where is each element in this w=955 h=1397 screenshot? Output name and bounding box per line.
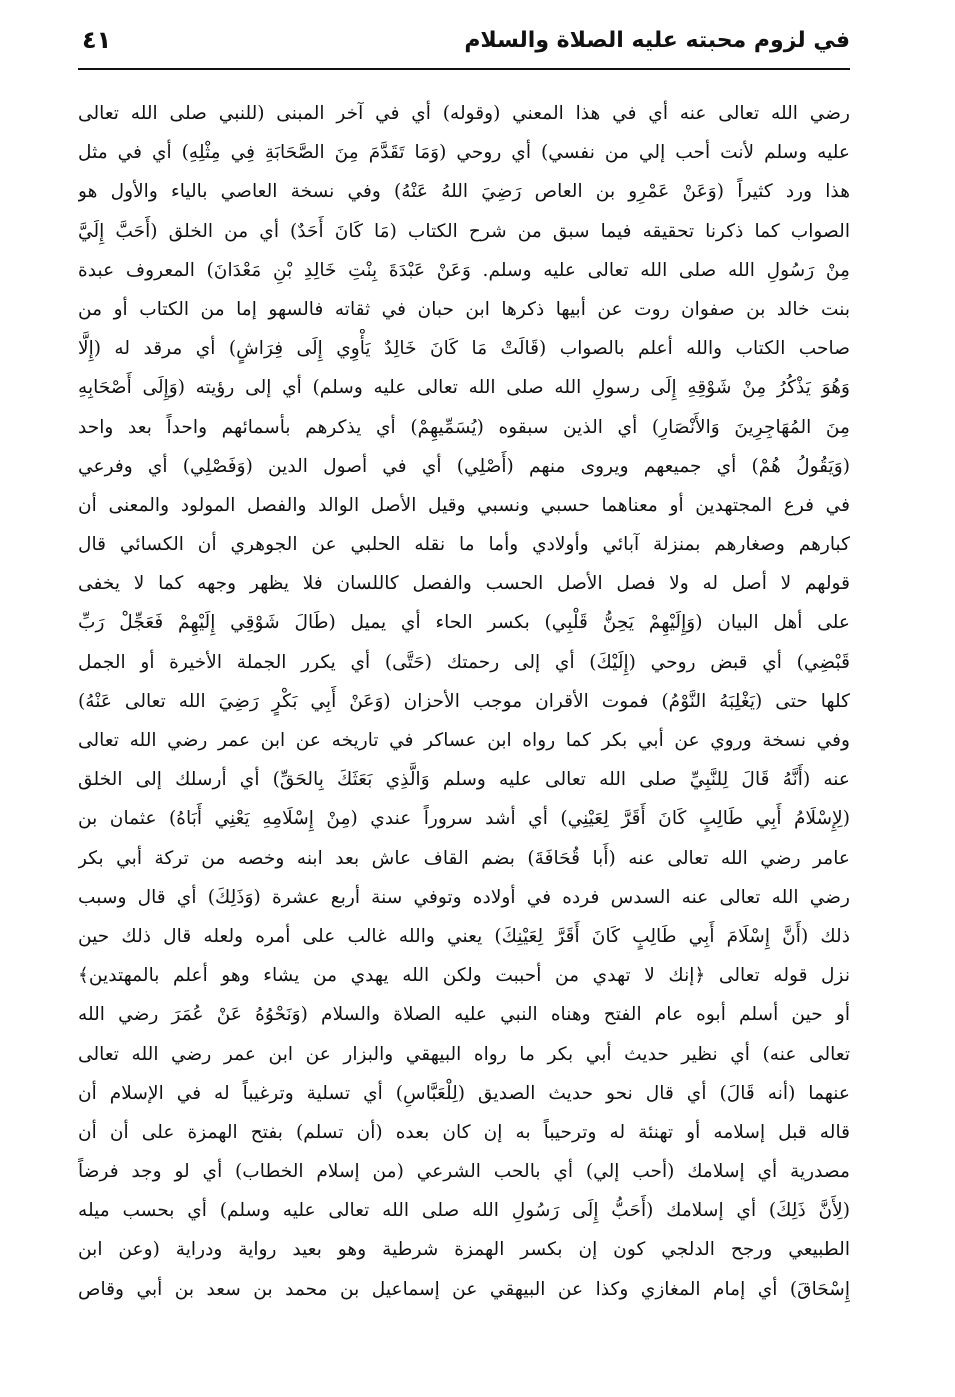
text-line: عليه وسلم لأنت أحب إلي من نفسي) أي روحي (وَمَا تَقَدَّمَ مِنَ الصَّحَابَةِ فِي مِثْلِهِ) أي في مثل: [78, 142, 850, 164]
text-line: مِنْ رَسُولِ الله صلى الله تعالى عليه وسلم. وَعَنْ عَبْدَةَ بِنْتِ خَالِدِ بْنِ مَعْدَانَ) المعروف عبدة: [78, 259, 850, 281]
text-line: تعالى عنه) أي نظير حديث أبي بكر ما رواه البيهقي والبزار عن ابن عمر رضي الله تعالى: [78, 1043, 850, 1065]
running-title: في لزوم محبته عليه الصلاة والسلام: [464, 28, 850, 53]
text-line: إِسْحَاقَ) أي إمام المغازي وكذا عن البيهقي عن إسماعيل بن محمد بن سعد بن أبي وقاص: [78, 1278, 850, 1300]
text-line: صاحب الكتاب والله أعلم بالصواب (قَالَتْ مَا كَانَ خَالِدٌ يَأْوِي إِلَى فِرَاشٍ) أي مرقد له (إِلَّا: [78, 338, 850, 360]
text-line: ذلك (أَنَّ إِسْلَامَ أَبِي طَالِبٍ كَانَ أَقَرَّ لِعَيْنِكَ) يعني والله غالب على أمره ولعله قال ذلك حين: [78, 925, 850, 947]
text-line: عنهما (أنه قَالَ) أي قال نحو حديث الصديق (لِلْعَبَّاسِ) أي تسلية وترغيباً له في الإسلام أن: [78, 1082, 850, 1104]
text-line: نزل قوله تعالى ﴿إنك لا تهدي من أحببت ولكن الله يهدي من يشاء وهو أعلم بالمهتدين﴾: [78, 965, 850, 987]
text-line: عنه (أَنَّهُ قَالَ لِلنَّبِيِّ صلى الله تعالى عليه وسلم وَالَّذِي بَعَثَكَ بِالحَقِّ) أي أرسلك إلى الخلق: [78, 769, 850, 791]
text-line: على أهل البيان (وَإِلَيْهِمْ يَحِنُّ قَلْبِي) بكسر الحاء أي يميل (طَالَ شَوْقِي إِلَيْهِمْ فَعَجِّلْ رَبِّ: [78, 612, 850, 634]
text-line: عامر رضي الله تعالى عنه (أَبا قُحَافَةَ) بضم القاف عاش بعد ابنه وخصه من تركة أبي بكر: [78, 847, 850, 869]
text-line: رضي الله تعالى عنه أي في هذا المعني (وقوله) أي في آخر المبنى (للنبي صلى الله تعالى: [78, 103, 850, 124]
text-line: قاله قبل إسلامه أو تهنئة له وترحيباً به إن كان بعده (أن تسلم) بفتح الهمزة على أن أن: [78, 1121, 850, 1143]
text-line: الصواب كما ذكرنا تحقيقه فيما سبق من شرح الكتاب (مَا كَانَ أَحَدٌ) أي من الخلق (أَحَبَّ إِلَيَّ: [78, 220, 850, 242]
text-line: كلها حتى (يَغْلِبَهُ النَّوْمُ) فموت الأقران موجب الأحزان (وَعَنْ أَبِي بَكْرٍ رَضِيَ الله تعالى عَنْهُ): [78, 690, 850, 712]
text-line: مصدرية أي إسلامك (أحب إلي) أي بالحب الشرعي (من إسلام الخطاب) أي لو وجد فرضاً: [78, 1161, 850, 1183]
text-line: قَبْضِي) أي قبض روحي (إِلَيْكَ) أي إلى رحمتك (حَتَّى) أي يكرر الجملة الأخيرة أو الجمل: [78, 651, 850, 673]
text-line: (لِأَنَّ ذَلِكَ) أي إسلامك (أَحَبُّ إِلَى رَسُولِ الله صلى الله تعالى عليه وسلم) أي بحسب ميله: [78, 1200, 850, 1222]
page-number: ٤١: [82, 26, 112, 54]
text-line: وَهُوَ يَذْكُرُ مِنْ شَوْقِهِ إِلَى رسولِ الله صلى الله تعالى عليه وسلم) أي إلى رؤيته (وَإِلَى أَصْحَابِهِ: [78, 377, 850, 399]
text-line: بنت خالد بن صفوان روت عن أبيها ذكرها ابن حبان في ثقاته فالسهو إما من الكتاب أو من: [78, 298, 850, 320]
text-line: (لِإِسْلَامُ أَبِي طَالِبٍ كَانَ أَقَرَّ لِعَيْنِي) أي أشد سروراً عندي (مِنْ إِسْلَامِهِ يَعْنِي أَبَاهُ) عثمان بن: [78, 808, 850, 830]
text-line: هذا ورد كثيراً (وَعَنْ عَمْرِو بن العاص رَضِيَ اللهُ عَنْهُ) وفي نسخة العاصي بالياء والأول هو: [78, 181, 850, 203]
text-line: في فرع المجتهدين أو معناهما حسبي ونسبي وقيل الأصل الوالد والفصل المولود والمعنى أن: [78, 494, 850, 516]
text-line: أو حين أسلم أبوه عام الفتح وهناه النبي عليه الصلاة والسلام (وَنَحْوُهُ عَنْ عُمَرَ رضي الله: [78, 1004, 850, 1026]
book-page: [78, 22, 850, 1362]
text-line: (وَيَقُولُ هُمْ) أي جميعهم ويروى منهم (أَصْلِي) أي في أصول الدين (وَفَصْلِي) أي وفرعي: [78, 455, 850, 477]
text-line: وفي نسخة وروي عن أبي بكر كما رواه ابن عساكر في تاريخه عن ابن عمر رضي الله تعالى: [78, 730, 850, 751]
text-line: مِنَ المُهَاجِرِينَ وَالأَنْصَارِ) أي الذين سبقوه (يُسَمِّيهِمْ) أي يذكرهم بأسمائهم واحداً بعد واحد: [78, 416, 850, 438]
text-line: كبارهم وصغارهم بمنزلة آبائي وأولادي وأما ما نقله الحلبي عن الجوهري أن الكسائي قال: [78, 534, 850, 556]
text-line: الطبيعي ورجح الدلجي كون إن بكسر الهمزة شرطية وهو بعيد رواية ودراية (وعن ابن: [78, 1239, 850, 1261]
text-line: قولهم لا أصل له ولا فصل الأصل الحسب والفصل كاللسان فلا يظهر وجهه كما لا يخفى: [78, 573, 850, 595]
page-header: [78, 22, 850, 70]
body-text: [78, 94, 850, 1309]
text-line: رضي الله تعالى عنه السدس فرده في أولاده وتوفي سنة أربع عشرة (وَذَلِكَ) أي قال وسبب: [78, 886, 850, 908]
